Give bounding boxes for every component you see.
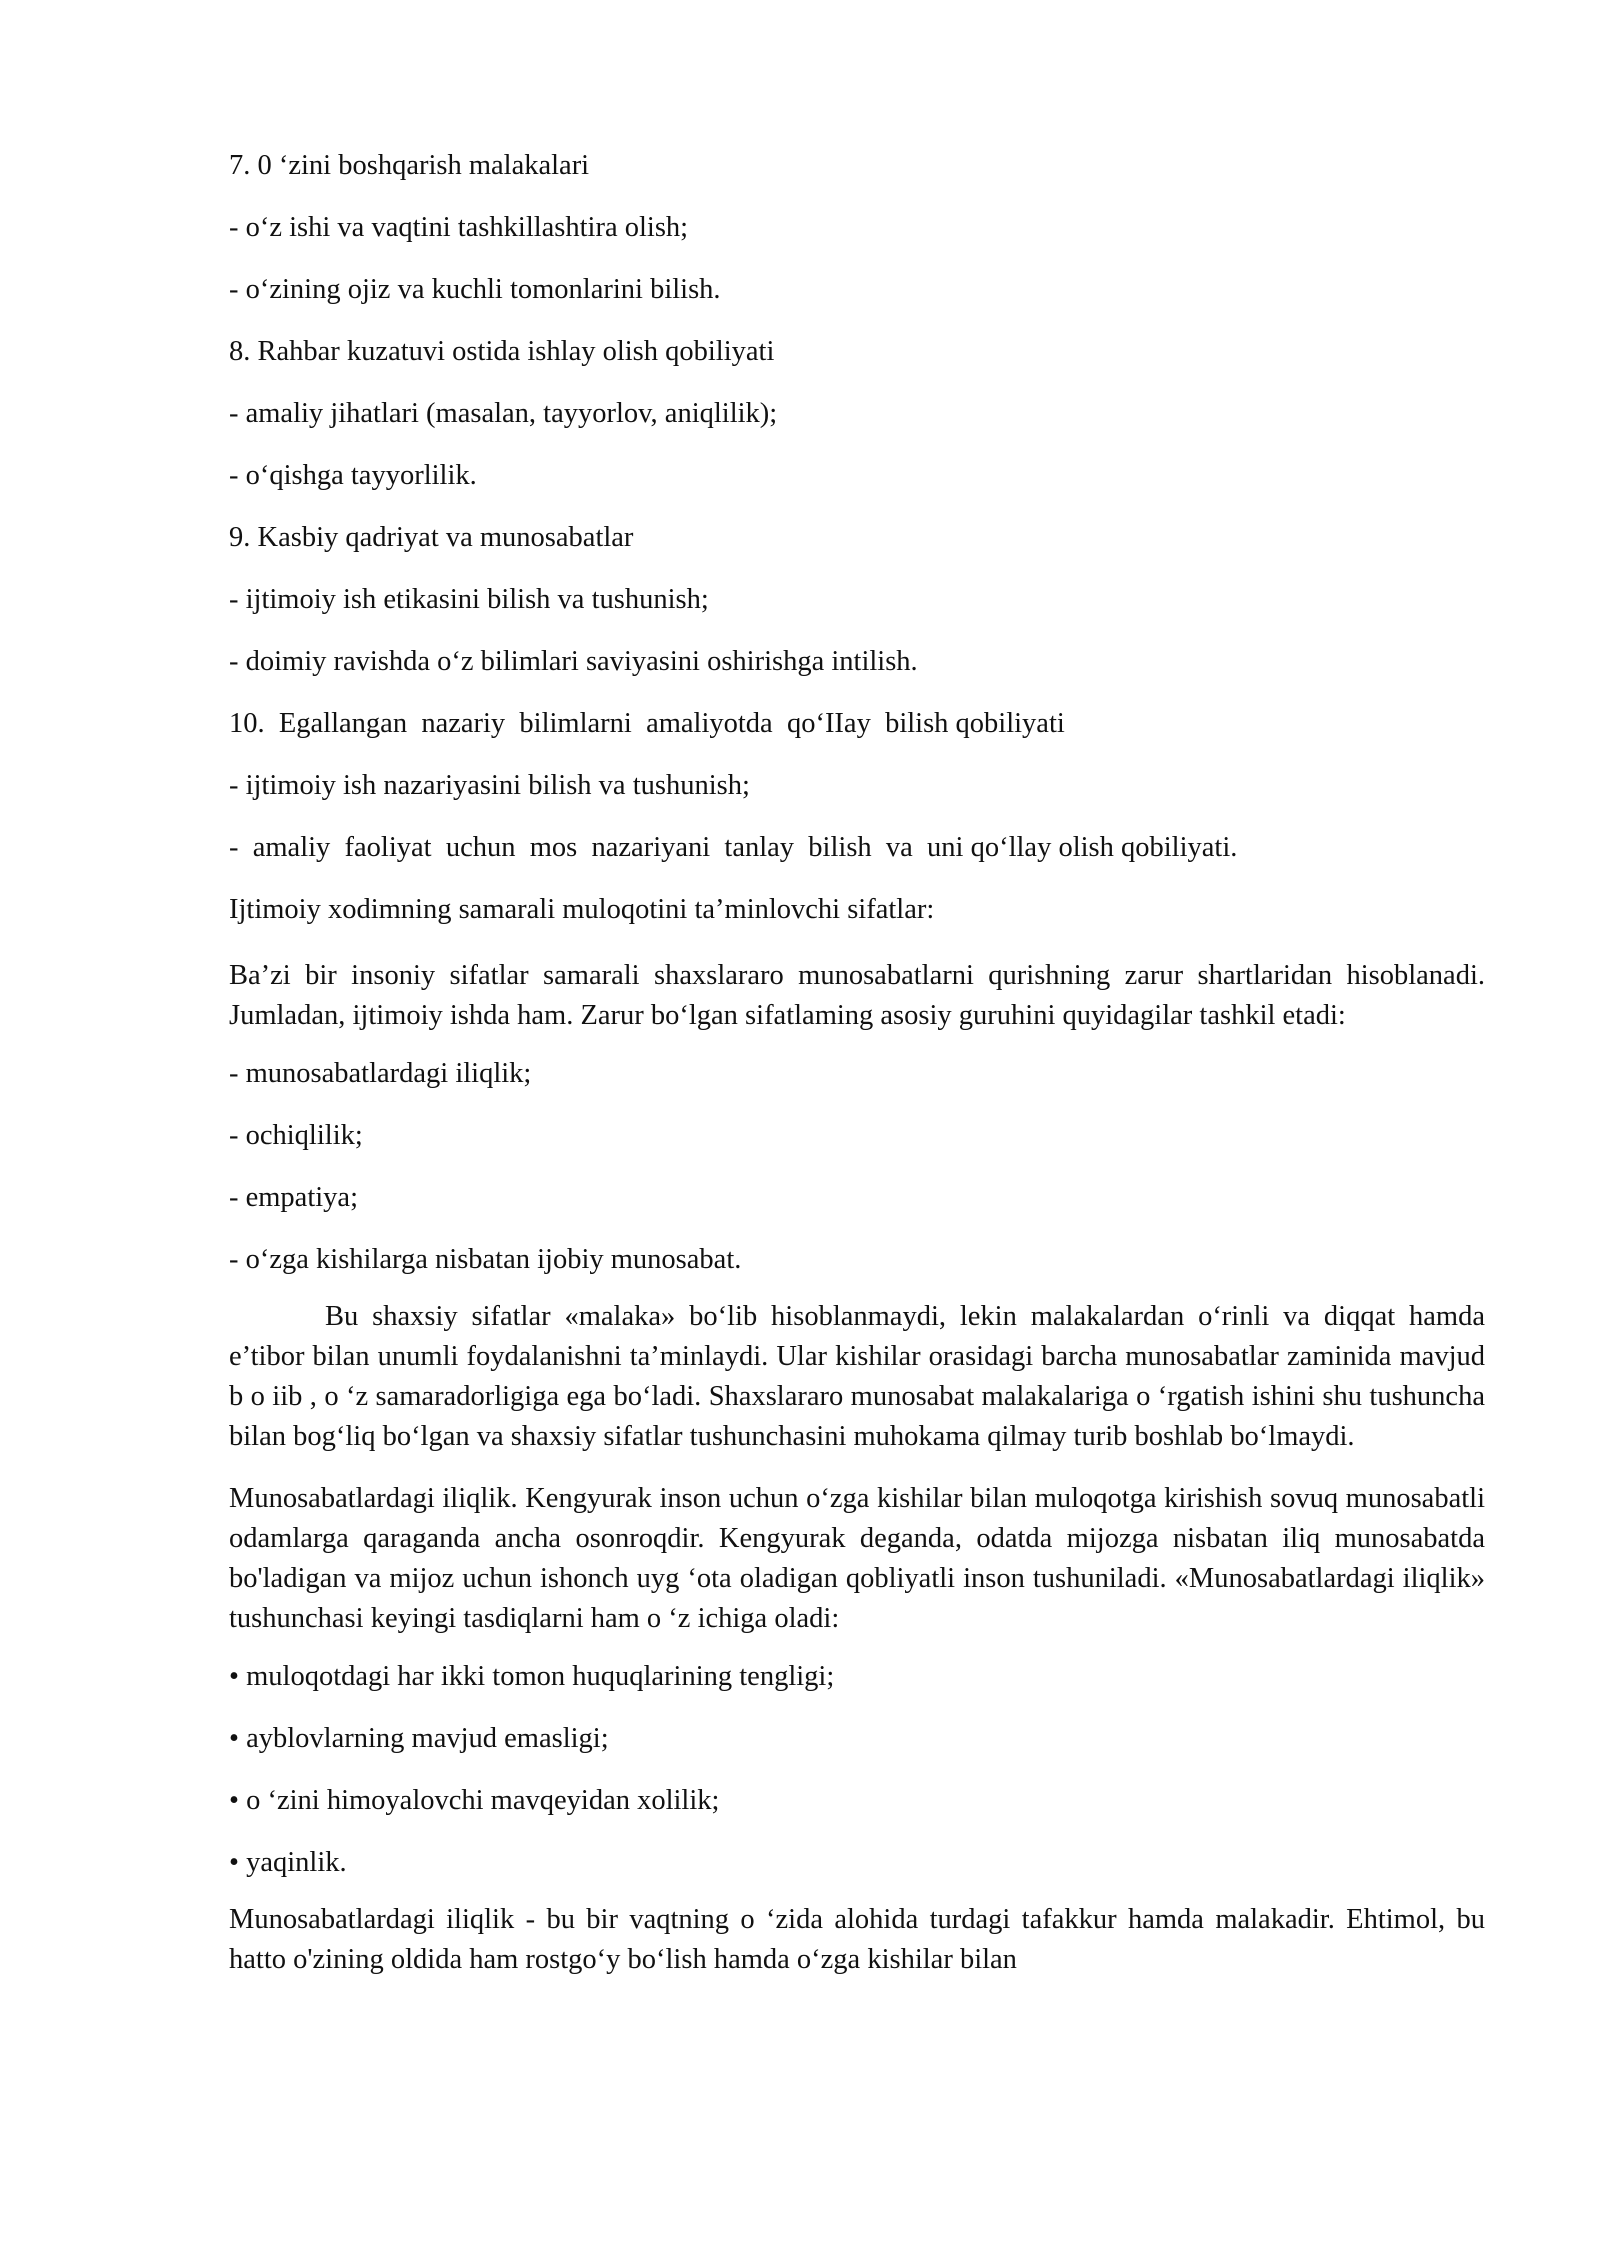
list-item: - o‘z ishi va vaqtini tashkillashtira olish; <box>229 212 689 243</box>
paragraph: Munosabatlardagi iliqlik - bu bir vaqtning o ‘zida alohida turdagi tafakkur hamda malakadir. Ehtimol, bu hatto o'zining oldida ham rostgo‘y bo‘lish hamda o‘zga kishilar bilan <box>229 1904 1485 1975</box>
list-item: - ochiqlilik; <box>229 1120 363 1151</box>
section-title: Ijtimoiy xodimning samarali muloqotini ta’minlovchi sifatlar: <box>229 894 935 925</box>
list-item: - empatiya; <box>229 1182 358 1213</box>
paragraph: Ba’zi bir insoniy sifatlar samarali shaxslararo munosabatlarni qurishning zarur shartlaridan hisoblanadi. Jumladan, ijtimoiy ishda ham. Zarur bo‘lgan sifatlaming asosiy guruhini quyidagilar tashkil etadi: <box>229 960 1485 1031</box>
heading-7: 7. 0 ‘zini boshqarish malakalari <box>229 150 590 181</box>
bullet-item: • ayblovlarning mavjud emasligi; <box>229 1723 609 1754</box>
document-page <box>229 150 1485 2002</box>
bullet-item: • yaqinlik. <box>229 1847 347 1878</box>
list-item: - ijtimoiy ish etikasini bilish va tushunish; <box>229 584 709 615</box>
list-item: - o‘qishga tayyorlilik. <box>229 460 477 491</box>
list-item: - munosabatlardagi iliqlik; <box>229 1058 532 1089</box>
list-item: - o‘zining ojiz va kuchli tomonlarini bilish. <box>229 274 721 305</box>
paragraph: Munosabatlardagi iliqlik. Kengyurak inson uchun o‘zga kishilar bilan muloqotga kirishish sovuq munosabatli odamlarga qaraganda ancha osonroqdir. Kengyurak deganda, odatda mijozga nisbatan iliq munosabatda bo'ladigan va mijoz uchun ishonch uyg ‘ota oladigan qobliyatli inson tushuniladi. «Munosabatlardagi iliqlik» tushunchasi keyingi tasdiqlarni ham o ‘z ichiga oladi: <box>229 1483 1485 1634</box>
list-item: - doimiy ravishda o‘z bilimlari saviyasini oshirishga intilish. <box>229 646 918 677</box>
paragraph: Bu shaxsiy sifatlar «malaka» bo‘lib hisoblanmaydi, lekin malakalardan o‘rinli va diqqat hamda e’tibor bilan unumli foydalanishni ta’minlaydi. Ular kishilar orasidagi barcha munosabatlar zaminida mavjud b o iib , o ‘z samaradorligiga ega bo‘ladi. Shaxslararo munosabat malakalariga o ‘rgatish ishini shu tushuncha bilan bog‘liq bo‘lgan va shaxsiy sifatlar tushunchasini muhokama qilmay turib boshlab bo‘lmaydi. <box>229 1301 1485 1452</box>
list-item: - ijtimoiy ish nazariyasini bilish va tushunish; <box>229 770 750 801</box>
heading-9: 9. Kasbiy qadriyat va munosabatlar <box>229 522 634 553</box>
heading-8: 8. Rahbar kuzatuvi ostida ishlay olish qobiliyati <box>229 336 775 367</box>
list-item: - amaliy faoliyat uchun mos nazariyani tanlay bilish va uni qo‘llay olish qobiliyati. <box>229 832 1238 863</box>
heading-10: 10. Egallangan nazariy bilimlarni amaliyotda qo‘IIay bilish qobiliyati <box>229 708 1065 739</box>
list-item: - o‘zga kishilarga nisbatan ijobiy munosabat. <box>229 1244 742 1275</box>
bullet-item: • muloqotdagi har ikki tomon huquqlarining tengligi; <box>229 1661 835 1692</box>
bullet-item: • o ‘zini himoyalovchi mavqeyidan xolilik; <box>229 1785 720 1816</box>
list-item: - amaliy jihatlari (masalan, tayyorlov, aniqlilik); <box>229 398 778 429</box>
